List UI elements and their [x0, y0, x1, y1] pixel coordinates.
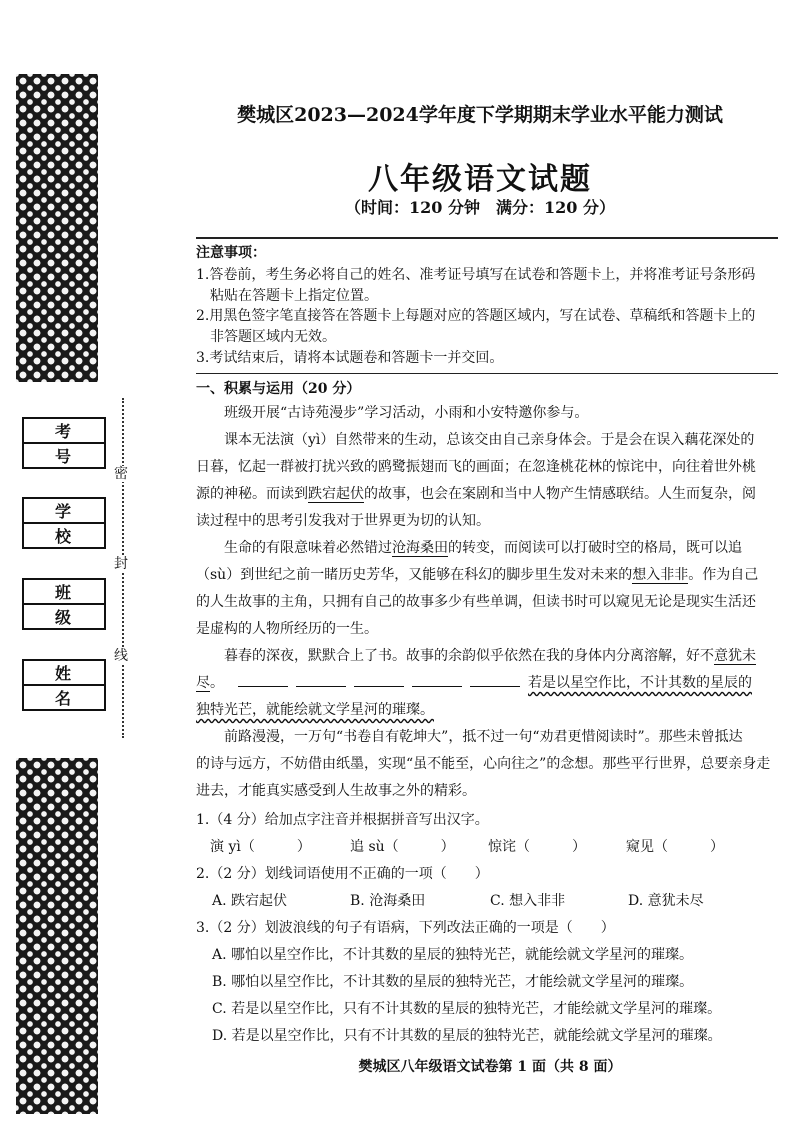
class-label: 班 级	[24, 580, 104, 605]
decorative-pattern-bottom	[16, 758, 98, 1114]
seal-char-feng: 封	[114, 556, 128, 572]
school-box	[22, 497, 116, 549]
notice-line-4: 非答题区域内无效。	[196, 329, 336, 345]
subject-title: 八年级语文试题	[368, 162, 592, 197]
answer-blank-2[interactable]	[296, 672, 346, 687]
wavy-sentence-part-2: 独特光芒，就能绘就文学星河的璀璨。	[196, 702, 434, 718]
para5-line-3: 进去，才能真实感受到人生故事之外的精彩。	[196, 783, 476, 799]
para3-line-4: 是虚构的人物所经历的一生。	[196, 621, 378, 637]
para5-line-2: 的诗与远方，不妨借由纸墨，实现“虽不能至，心向往之”的念想。那些平行世界，总要亲身走	[196, 756, 771, 772]
underlined-word-yiyou: 意犹未	[714, 648, 756, 664]
q2-option-b[interactable]: B. 沧海桑田	[350, 893, 426, 909]
exam-title: 樊城区2023—2024学年度下学期期末学业水平能力测试	[237, 104, 723, 126]
answer-blank-5[interactable]	[470, 672, 520, 687]
notice-line-3: 2.用黑色签字笔直接答在答题卡上每题对应的答题区域内，写在试卷、草稿纸和答题卡上的	[196, 308, 756, 324]
seal-char-mi: 密	[114, 466, 128, 482]
notice-title: 注意事项：	[196, 245, 266, 261]
answer-blank-3[interactable]	[354, 672, 404, 687]
q2-option-a[interactable]: A. 跌宕起伏	[212, 893, 288, 909]
para4-line-3	[196, 697, 784, 724]
answer-blank-1[interactable]	[238, 672, 288, 687]
time-info: （时间：120 分钟 满分：120 分）	[345, 198, 615, 217]
para3-line-3: 的人生故事的主角，只拥有自己的故事多少有些单调，但读书时可以窥见无论是现实生活还	[196, 594, 756, 610]
answer-blank-4[interactable]	[412, 672, 462, 687]
q3-option-a[interactable]: A. 哪怕以星空作比，不计其数的星辰的独特光芒，就能绘就文学星河的璀璨。	[212, 947, 694, 963]
para3-line-1: 生命的有限意味着必然错过沧海桑田的转变，而阅读可以打破时空的格局，既可以追	[224, 540, 742, 556]
q1-item-4: 窥见（ ）	[626, 839, 724, 855]
q2-stem: 2.（2 分）划线词语使用不正确的一项（ ）	[196, 866, 489, 882]
decorative-pattern-top	[16, 74, 98, 382]
underlined-word-canghai: 沧海桑田	[392, 540, 448, 556]
para5-line-1: 前路漫漫，一万句“书卷自有乾坤大”，抵不过一句“劝君更惜阅读时”。那些未曾抵达	[224, 729, 743, 745]
exam-number-box	[22, 417, 116, 469]
para4-line-1: 暮春的深夜，默默合上了书。故事的余韵似乎依然在我的身体内分离溶解，好不意犹未	[224, 648, 756, 664]
notice-line-1: 1.答卷前，考生务必将自己的姓名、准考证号填写在试卷和答题卡上，并将准考证号条形码	[196, 267, 756, 283]
school-label: 学 校	[24, 499, 104, 524]
q3-option-d[interactable]: D. 若是以星空作比，只有不计其数的星辰的独特光芒，就能绘就文学星河的璀璨。	[212, 1028, 722, 1044]
top-rule	[196, 237, 778, 239]
name-box	[22, 659, 116, 711]
seal-char-xian: 线	[114, 648, 128, 664]
q3-option-c[interactable]: C. 若是以星空作比，只有不计其数的星辰的独特光芒，才能绘就文学星河的璀璨。	[212, 1001, 722, 1017]
underlined-word-diedang: 跌宕起伏	[308, 486, 364, 502]
notice-line-5: 3.考试结束后，请将本试题卷和答题卡一并交回。	[196, 350, 504, 366]
page-footer: 樊城区八年级语文试卷第 1 面（共 8 面）	[358, 1059, 622, 1075]
section-title: 一、积累与运用（20 分）	[196, 381, 361, 397]
q2-option-c[interactable]: C. 想入非非	[490, 893, 566, 909]
wavy-sentence-part-1: 若是以星空作比，不计其数的星辰的	[528, 675, 752, 691]
q1-item-2: 追 sù（ ）	[350, 839, 455, 855]
q1-stem: 1.（4 分）给加点字注音并根据拼音写出汉字。	[196, 812, 489, 828]
intro-paragraph: 班级开展“古诗苑漫步”学习活动，小雨和小安特邀你参与。	[224, 405, 589, 421]
para2-line-2: 日暮，忆起一群被打扰兴致的鸥鹭振翅而飞的画面；在忽逢桃花林的惊诧中，向往着世外桃	[196, 459, 756, 475]
notice-rule	[196, 373, 778, 374]
q1-item-3: 惊诧（ ）	[488, 839, 586, 855]
underlined-word-xiangru: 想入非非	[632, 567, 689, 583]
q3-option-b[interactable]: B. 哪怕以星空作比，不计其数的星辰的独特光芒，才能绘就文学星河的璀璨。	[212, 974, 694, 990]
para2-line-3: 源的神秘。而读到跌宕起伏的故事，也会在案剧和当中人物产生情感联结。人生而复杂，阅	[196, 486, 756, 502]
exam-number-label: 考 号	[24, 419, 104, 444]
q1-item-1: 演 yì（ ）	[210, 839, 311, 855]
name-label: 姓 名	[24, 661, 104, 686]
class-box	[22, 578, 116, 630]
notice-line-2: 粘贴在答题卡上指定位置。	[196, 288, 378, 304]
para2-line-4: 读过程中的思考引发我对于世界更为切的认知。	[196, 513, 490, 529]
para2-line-1: 课本无法演（yì）自然带来的生动，总该交由自己亲身体会。于是会在误入藕花深处的	[224, 432, 755, 448]
q2-option-d[interactable]: D. 意犹未尽	[628, 893, 704, 909]
para4-line-2: 尽。 若是以星空作比，不计其数的星辰的	[196, 670, 784, 697]
q3-stem: 3.（2 分）划波浪线的句子有语病，下列改法正确的一项是（ ）	[196, 920, 615, 936]
para3-line-2: （sù）到世纪之前一睹历史芳华，又能够在科幻的脚步里生发对未来的想入非非。作为自己	[196, 567, 759, 583]
